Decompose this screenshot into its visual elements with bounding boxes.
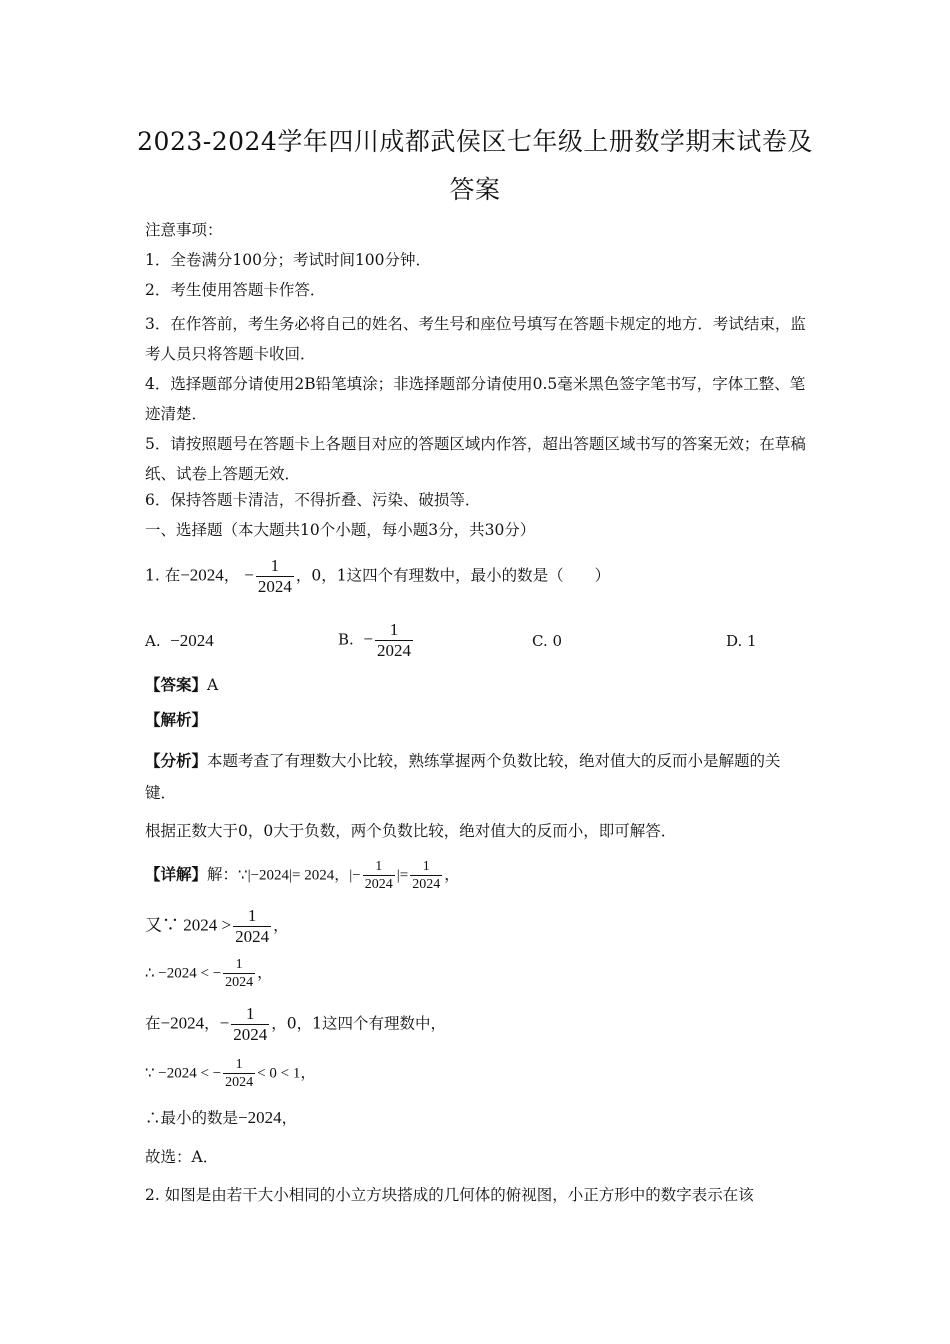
step4-neg: − [219,1013,230,1033]
q1-option-c: C. 0 [532,632,563,650]
step5-text: ∵ −2024 < − [145,1065,222,1082]
step4-suffix: ，0，1这四个有理数中， [271,1014,446,1033]
step3-den: 2024 [225,975,254,990]
step2-num: 1 [233,906,271,927]
question-1 [145,556,610,597]
q1-suffix: ，0，1这四个有理数中，最小的数是（ ） [295,566,611,585]
choose-answer: 故选：A． [145,1148,219,1166]
fenxi-text: 本题考查了有理数大小比较，熟练掌握两个负数比较，绝对值大的反而小是解题的关键． [145,752,781,802]
question-2: 2. 如图是由若干大小相同的小立方块搭成的几何体的俯视图，小正方形中的数字表示在该 [145,1186,754,1204]
step5-frac [223,1056,255,1091]
answer-value: A [207,676,219,694]
option-b-fraction [375,620,413,661]
step1-frac-2 [410,858,442,893]
step2-comma: ， [273,916,289,935]
option-b-neg: − [363,629,373,649]
detail-step-4 [145,1004,446,1045]
notice-heading: 注意事项： [145,221,223,239]
fenxi-label: 【分析】 [145,751,208,770]
step3-frac [223,956,255,991]
notice-item-4: 4．选择题部分请使用2B铅笔填涂；非选择题部分请使用0.5毫米黑色签字笔书写，字体工整、笔迹清楚． [145,375,806,423]
step4-comma: ， [204,1014,220,1033]
notice-item-6: 6．保持答题卡清洁，不得折叠、污染、破损等． [145,491,481,509]
q1-frac-num: 1 [256,556,294,577]
q1-prefix: 1. 在 [145,566,181,585]
detail-step-6 [145,1107,297,1129]
step4-frac [231,1004,269,1045]
step3-num: 1 [223,956,255,974]
step1-comma: ， [444,865,460,884]
notice-item-3: 3．在作答前，考生务必将自己的姓名、考生号和座位号填写在答题卡规定的地方．考试结束，监考人员只将答题卡收回． [145,315,806,363]
notice-item-1: 1．全卷满分100分；考试时间100分钟． [145,251,432,269]
q1-comma: ， [223,566,240,585]
step6-number: −2024 [238,1108,282,1127]
step5-den: 2024 [225,1075,254,1090]
step1-frac-1 [363,858,395,893]
step3-comma: ， [257,963,273,982]
step2-den: 2024 [235,927,270,946]
q1-option-b [338,620,415,661]
step5-ineq: < 0 < 1 [257,1065,301,1082]
step6-prefix: ∴最小的数是 [145,1109,239,1127]
doc-title-line2: 答案 [449,175,501,204]
section-choice-heading: 一、选择题（本大题共10个小题，每小题3分，共30分） [145,521,536,539]
doc-title-line1: 2023-2024学年四川成都武侯区七年级上册数学期末试卷及 [137,127,813,156]
detail-step-5 [145,1056,316,1091]
answer-line [145,674,218,696]
q1-option-a [145,630,214,652]
detail-step-3 [145,956,273,991]
detail-solve: 解： [207,865,239,884]
q1-option-d: D. 1 [726,632,757,650]
answer-label: 【答案】 [145,675,208,694]
step4-number: −2024 [160,1013,205,1033]
fenxi-paragraph [145,745,810,809]
analysis-label: 【解析】 [145,710,208,729]
step4-num: 1 [231,1004,269,1025]
step5-num: 1 [223,1056,255,1074]
q1-neg-sign: − [244,565,254,585]
option-b-den: 2024 [376,641,411,660]
step6-comma: ， [281,1109,298,1127]
option-b-label: B. [338,630,354,649]
step1-abs2: ，|− [334,867,361,884]
step1-frac1-den: 2024 [364,877,393,892]
step3-text: ∴ −2024 < − [145,965,222,982]
step1-abs: ∵|−2024|= 2024 [238,867,335,884]
q1-number-neg2024: −2024 [180,565,224,585]
detail-label: 【详解】 [145,864,208,884]
step1-frac1-num: 1 [363,858,395,876]
detail-step-2 [145,906,289,947]
step2-frac [233,906,271,947]
step5-comma: ， [300,1063,316,1082]
step1-frac2-num: 1 [410,858,442,876]
step1-eq: |= [396,867,409,884]
fenxi-text-2: 根据正数大于0，0大于负数，两个负数比较，绝对值大的反而小，即可解答． [145,822,677,840]
step1-frac2-den: 2024 [412,877,441,892]
option-b-num: 1 [375,620,413,641]
q1-frac-den: 2024 [257,577,292,596]
step4-den: 2024 [233,1025,268,1044]
option-a-value: −2024 [170,631,214,650]
notice-item-5: 5．请按照题号在答题卡上各题目对应的答题区域内作答，超出答题区域书写的答案无效；在草稿纸、试卷上答题无效． [145,435,806,483]
notice-item-2: 2．考生使用答题卡作答． [145,281,326,299]
detail-step-1 [145,858,460,893]
option-a-label: A. [145,632,161,650]
q1-fraction [256,556,294,597]
step2-text: 又∵ 2024 > [145,915,232,935]
step4-prefix: 在 [145,1014,161,1033]
